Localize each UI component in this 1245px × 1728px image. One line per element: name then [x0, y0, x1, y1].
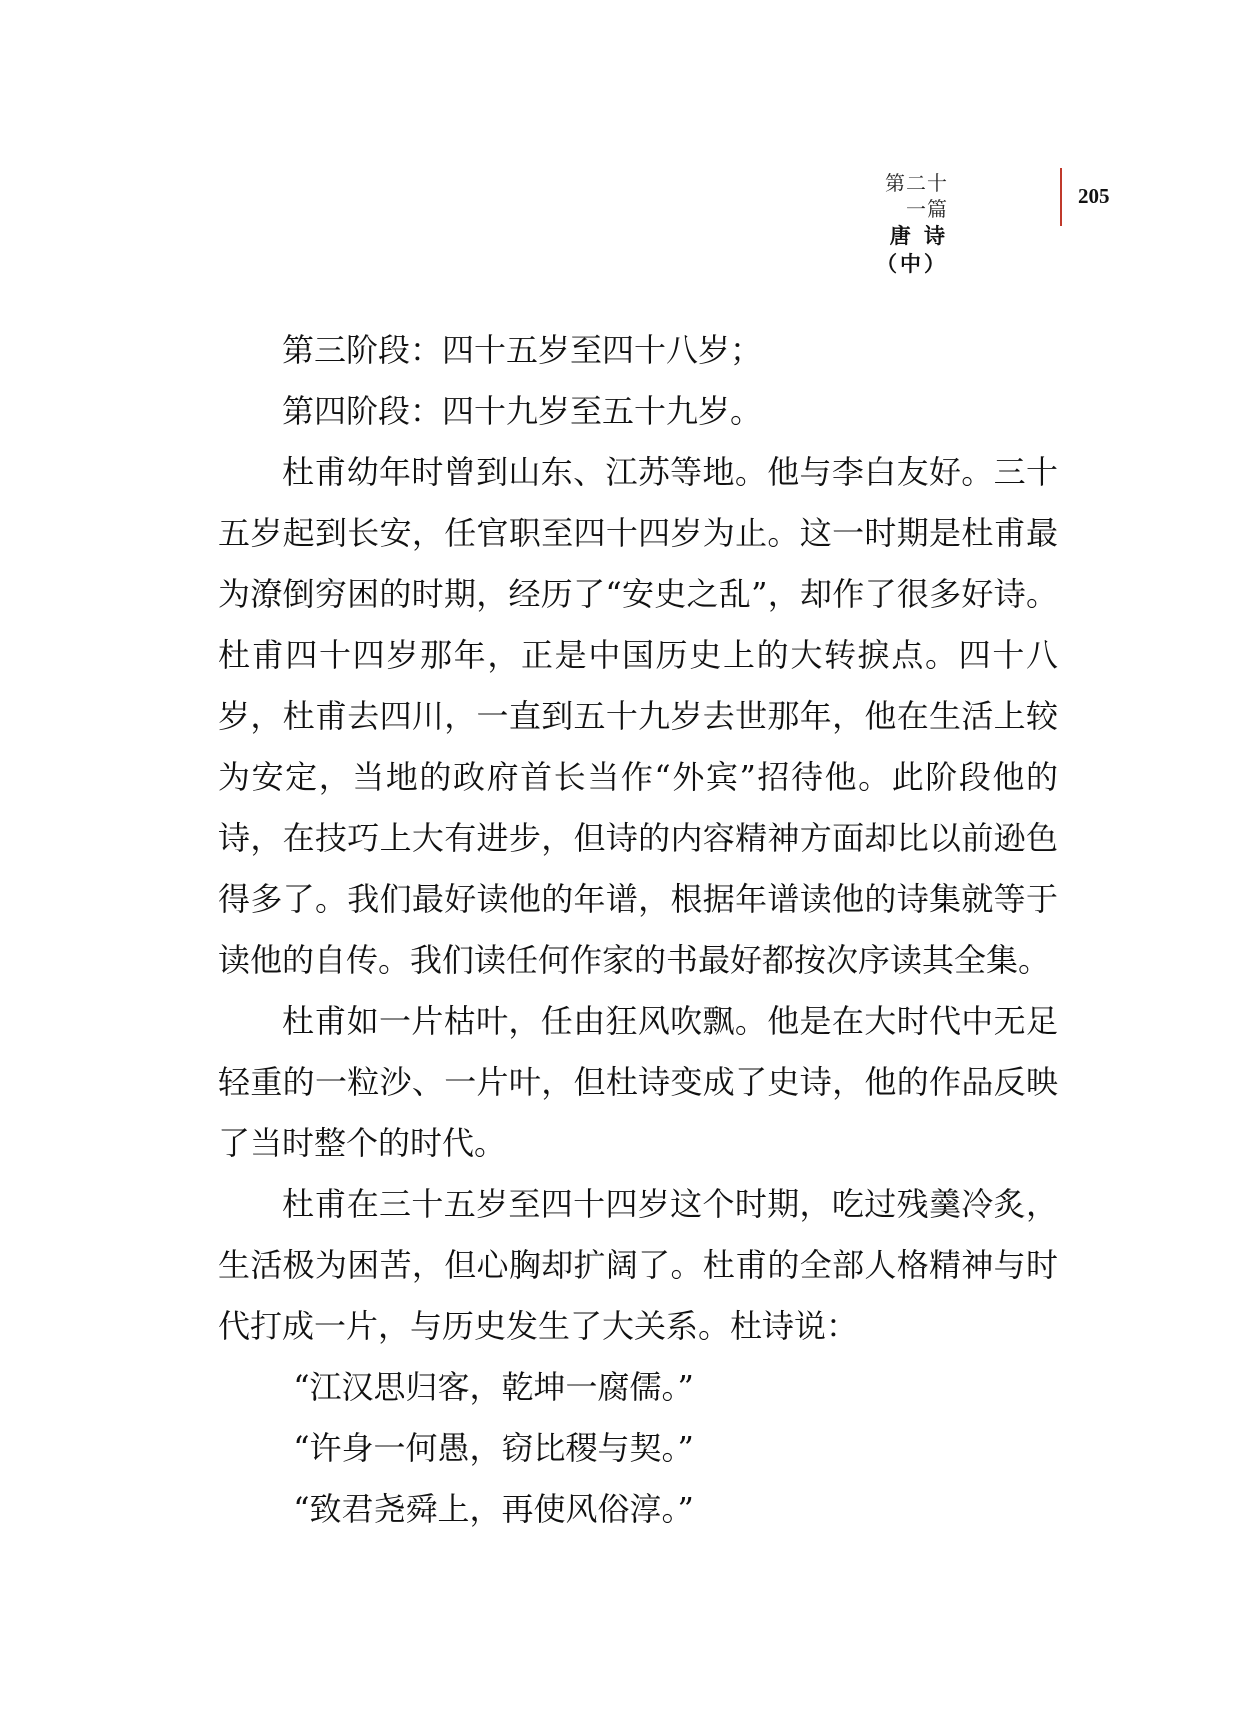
poem-quote: “江汉思归客，乾坤一腐儒。” [293, 1368, 694, 1406]
header-divider [1060, 168, 1062, 226]
chapter-number: 第二十一篇 [885, 171, 948, 221]
chapter-heading [876, 170, 948, 278]
poem-quote: “致君尧舜上，再使风俗淳。” [293, 1490, 694, 1528]
running-head [876, 170, 1160, 276]
paragraph-early-life: 杜甫幼年时曾到山东、江苏等地。他与李白友好。三十五岁起到长安，任官职至四十四岁为止。这一时期是杜甫最为潦倒穷困的时期，经历了“安史之乱”，却作了很多好诗。杜甫四十四岁那年，正是中国历史上的大转捩点。四十八岁，杜甫去四川，一直到五十九岁去世那年，他在生活上较为安定，当地的政府首长当作“外宾”招待他。此阶段他的诗，在技巧上大有进步，但诗的内容精神方面却比以前逊色得多了。我们最好读他的年谱，根据年谱读他的诗集就等于读他的自传。我们读任何作家的书最好都按次序读其全集。 [218, 453, 1058, 979]
stage-three: 第三阶段：四十五岁至四十八岁； [282, 331, 763, 369]
paragraph-dry-leaf: 杜甫如一片枯叶，任由狂风吹飘。他是在大时代中无足轻重的一粒沙、一片叶，但杜诗变成了史诗，他的作品反映了当时整个的时代。 [218, 1002, 1058, 1162]
paragraph-hardship: 杜甫在三十五岁至四十四岁这个时期，吃过残羹冷炙，生活极为困苦，但心胸却扩阔了。杜甫的全部人格精神与时代打成一片，与历史发生了大关系。杜诗说： [218, 1185, 1058, 1345]
page-body [218, 320, 1058, 1540]
stage-four: 第四阶段：四十九岁至五十九岁。 [282, 392, 763, 430]
poem-quote: “许身一何愚，窃比稷与契。” [293, 1429, 694, 1467]
chapter-title: 唐 诗（中） [876, 224, 948, 276]
page-number: 205 [1078, 184, 1110, 208]
